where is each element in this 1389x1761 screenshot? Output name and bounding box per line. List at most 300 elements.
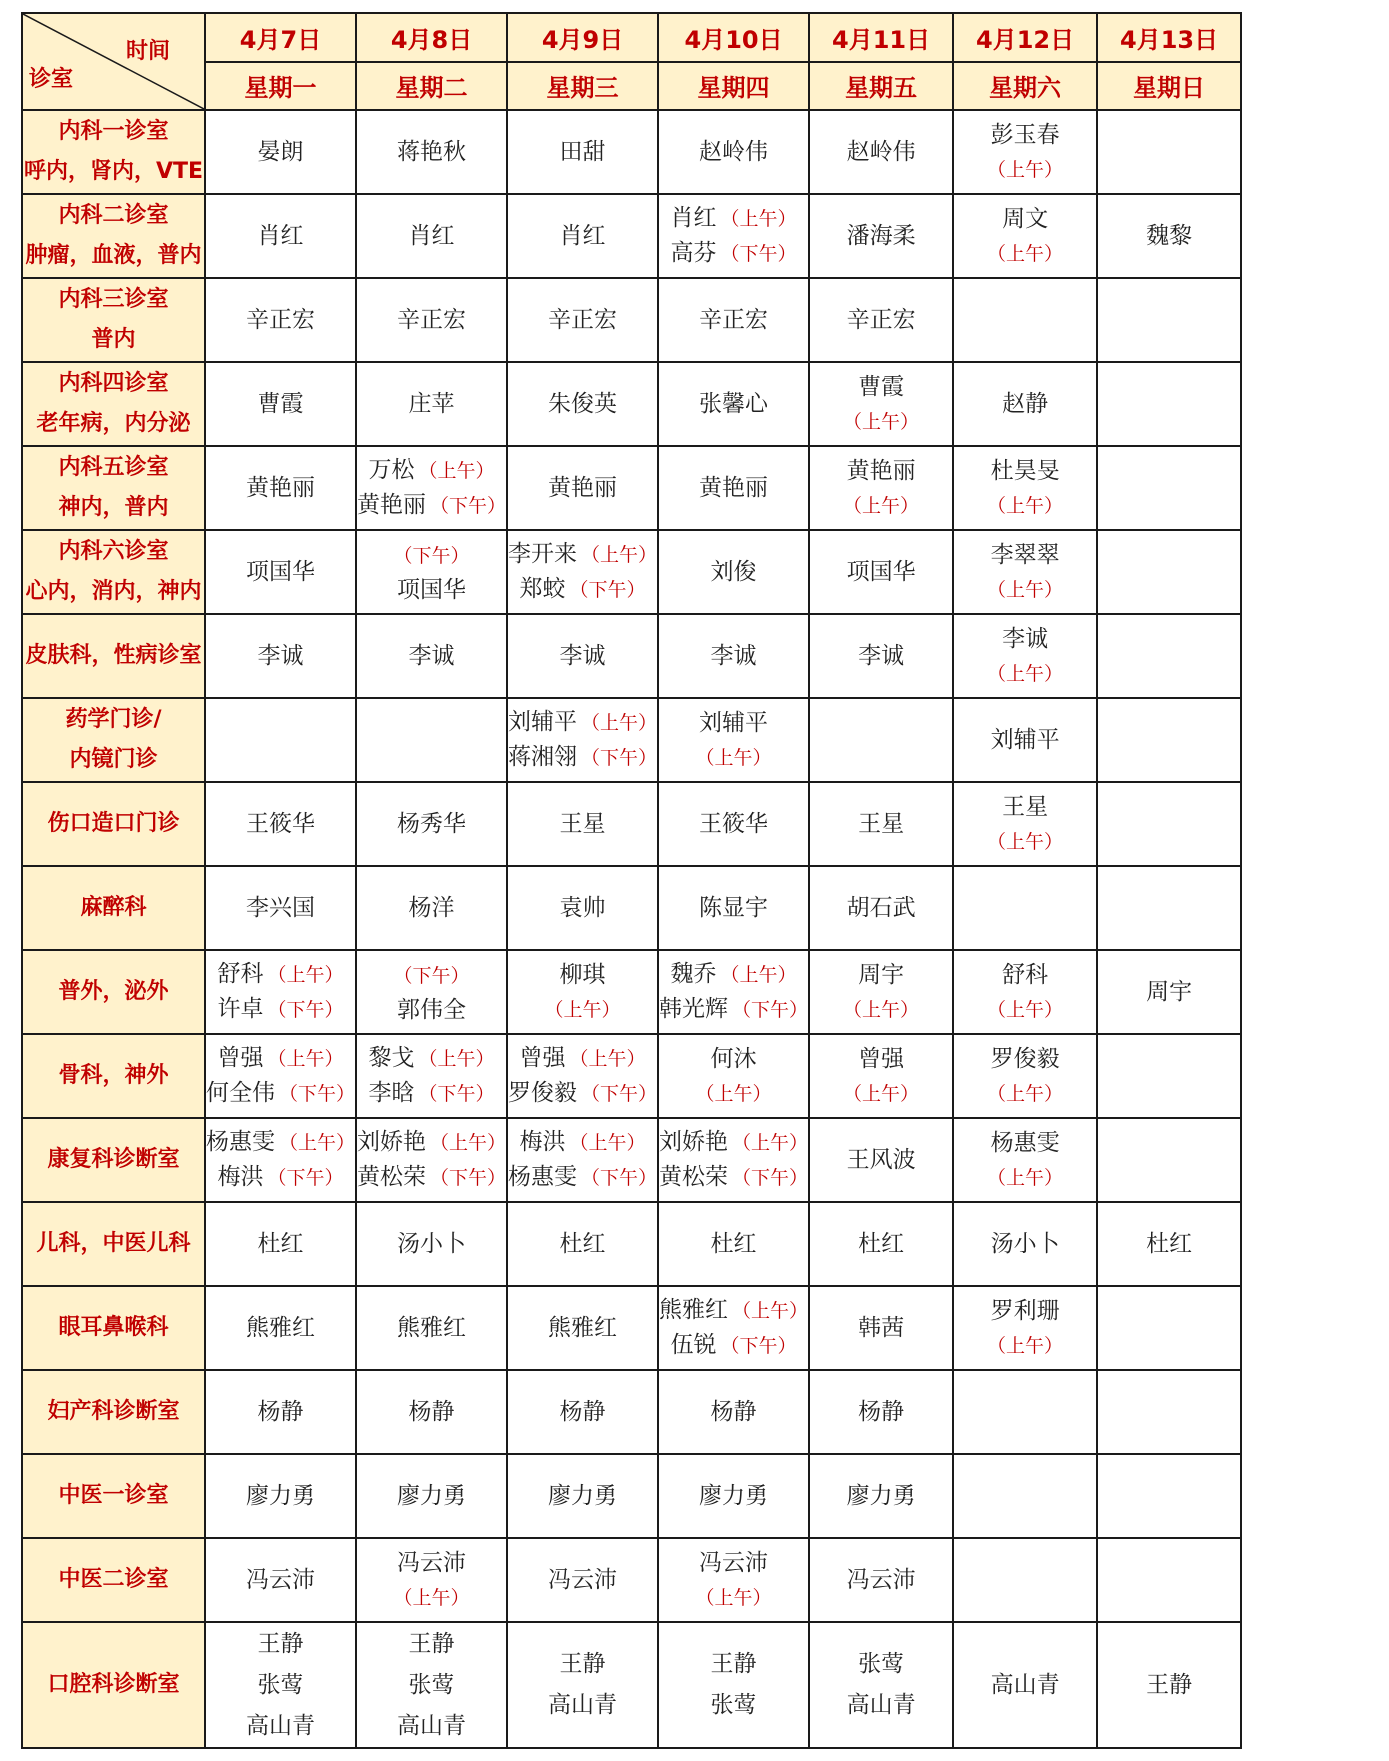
doctor-name: 张莺 [257, 1671, 304, 1698]
schedule-entry [206, 1308, 355, 1348]
schedule-cell [205, 1034, 356, 1118]
schedule-cell [507, 446, 658, 530]
schedule-cell [507, 614, 658, 698]
schedule-entry [659, 1076, 808, 1111]
doctor-name: 肖红 [559, 223, 606, 249]
schedule-entry [357, 453, 506, 488]
schedule-cell [356, 530, 507, 614]
weekday-header-cell: 星期二 [356, 62, 507, 111]
schedule-entry [954, 118, 1096, 152]
schedule-cell [658, 782, 809, 866]
weekday-header-cell: 星期四 [658, 62, 809, 111]
schedule-cell [658, 110, 809, 194]
schedule-cell [658, 1034, 809, 1118]
doctor-name: 郭伟全 [397, 996, 467, 1023]
schedule-cell [205, 194, 356, 278]
date-header-row [22, 13, 1241, 62]
schedule-cell [356, 278, 507, 362]
schedule-row [22, 866, 1241, 950]
schedule-cell [809, 1622, 953, 1748]
session-note: （上午） [732, 1132, 809, 1154]
session-note: （上午） [987, 578, 1064, 601]
session-note: （上午） [695, 746, 772, 769]
schedule-cell [658, 1622, 809, 1748]
schedule-row [22, 446, 1241, 530]
doctor-name: 周文 [1002, 205, 1049, 232]
schedule-cell [809, 866, 953, 950]
schedule-cell [809, 782, 953, 866]
room-name-cell [22, 110, 205, 194]
schedule-entry [508, 636, 657, 676]
room-name-cell [22, 1034, 205, 1118]
schedule-cell [658, 614, 809, 698]
schedule-entry [206, 1041, 355, 1076]
session-note: （上午） [581, 712, 658, 734]
session-note: （上午） [720, 964, 797, 986]
schedule-entry [508, 992, 657, 1027]
doctor-name: 魏黎 [1146, 223, 1193, 249]
schedule-cell [356, 1202, 507, 1286]
schedule-cell [205, 1202, 356, 1286]
schedule-cell [205, 1622, 356, 1748]
doctor-name: 李兴国 [246, 895, 315, 921]
corner-room-label: 诊室 [29, 67, 74, 92]
schedule-entry [954, 1665, 1096, 1705]
schedule-entry [954, 1224, 1096, 1264]
schedule-cell [356, 1034, 507, 1118]
schedule-entry [954, 790, 1096, 824]
schedule-entry [357, 1076, 506, 1111]
session-note: （上午） [987, 1166, 1064, 1189]
room-name-line: 中医二诊室 [58, 1567, 169, 1592]
doctor-name: 赵岭伟 [699, 139, 769, 165]
schedule-entry [357, 1125, 506, 1160]
schedule-entry [206, 552, 355, 592]
doctor-name: 刘娇艳 [659, 1129, 729, 1155]
doctor-name: 曹霞 [257, 391, 304, 417]
doctor-name: 伍锐 [670, 1332, 717, 1358]
schedule-cell [205, 698, 356, 782]
schedule-cell [809, 698, 953, 782]
schedule-entry [357, 1624, 506, 1665]
schedule-cell [809, 530, 953, 614]
doctor-name: 高山青 [246, 1712, 315, 1739]
date-header-cell: 4月7日 [205, 13, 356, 62]
schedule-entry [508, 468, 657, 508]
schedule-entry [357, 216, 506, 256]
doctor-name: 彭玉春 [990, 121, 1060, 148]
schedule-row [22, 1286, 1241, 1370]
schedule-entry [954, 1294, 1096, 1328]
room-name-line: 康复科诊断室 [47, 1147, 180, 1172]
schedule-entry [357, 1476, 506, 1516]
doctor-name: 李诚 [1002, 625, 1049, 652]
schedule-entry [954, 622, 1096, 656]
schedule-cell [507, 1034, 658, 1118]
session-note: （上午） [695, 1586, 772, 1609]
schedule-cell [953, 1454, 1097, 1538]
doctor-name: 韩茜 [858, 1315, 905, 1341]
schedule-row [22, 1622, 1241, 1748]
schedule-entry [659, 1392, 808, 1432]
session-note: （上午） [267, 964, 344, 986]
schedule-cell [809, 1202, 953, 1286]
schedule-cell [205, 614, 356, 698]
schedule-entry [357, 1580, 506, 1615]
doctor-name: 魏乔 [670, 961, 717, 987]
schedule-entry [810, 1644, 952, 1685]
schedule-entry [810, 132, 952, 172]
session-note: （上午） [569, 1048, 646, 1070]
schedule-entry [810, 370, 952, 404]
schedule-cell [658, 1454, 809, 1538]
schedule-row [22, 614, 1241, 698]
schedule-cell [1097, 1202, 1241, 1286]
room-name-cell [22, 1454, 205, 1538]
schedule-entry [810, 1076, 952, 1111]
schedule-cell [1097, 698, 1241, 782]
doctor-name: 辛正宏 [548, 307, 618, 333]
schedule-entry [508, 705, 657, 740]
schedule-entry [508, 216, 657, 256]
session-note: （下午） [393, 964, 470, 987]
room-name-cell [22, 1202, 205, 1286]
room-name-cell [22, 950, 205, 1034]
schedule-cell [507, 362, 658, 446]
session-note: （下午） [279, 1083, 356, 1105]
doctor-name: 庄苹 [408, 391, 455, 417]
doctor-name: 熊雅红 [548, 1315, 618, 1341]
doctor-name: 罗俊毅 [990, 1045, 1060, 1072]
doctor-name: 杨秀华 [397, 811, 467, 837]
doctor-name: 李开来 [508, 541, 578, 567]
doctor-name: 王筱华 [699, 811, 769, 837]
schedule-entry [357, 538, 506, 573]
doctor-name: 何沐 [710, 1045, 757, 1072]
room-name-cell [22, 530, 205, 614]
doctor-name: 李翠翠 [990, 541, 1060, 568]
doctor-name: 刘辅平 [508, 709, 578, 735]
schedule-entry [508, 740, 657, 775]
schedule-entry [954, 152, 1096, 187]
session-note: （上午） [843, 1082, 920, 1105]
session-note: （上午） [732, 1300, 809, 1322]
doctor-name: 李诚 [408, 643, 455, 669]
schedule-entry [659, 1476, 808, 1516]
schedule-cell [658, 194, 809, 278]
session-note: （上午） [544, 998, 621, 1021]
room-name-cell [22, 1622, 205, 1748]
doctor-name: 肖红 [257, 223, 304, 249]
session-note: （下午） [732, 1167, 809, 1189]
schedule-entry [357, 573, 506, 607]
room-name-cell [22, 1286, 205, 1370]
schedule-cell [507, 698, 658, 782]
schedule-row [22, 1034, 1241, 1118]
session-note: （上午） [987, 494, 1064, 517]
schedule-entry [659, 1160, 808, 1195]
date-header-cell: 4月10日 [658, 13, 809, 62]
weekday-header-cell: 星期日 [1097, 62, 1241, 111]
doctor-name: 蒋湘翎 [508, 744, 578, 770]
date-header-cell: 4月13日 [1097, 13, 1241, 62]
room-name-line: 老年病，内分泌 [36, 411, 191, 436]
room-name-line: 口腔科诊断室 [47, 1672, 180, 1697]
schedule-entry [659, 468, 808, 508]
schedule-cell [205, 1118, 356, 1202]
schedule-cell [205, 950, 356, 1034]
schedule-entry [810, 958, 952, 992]
schedule-cell [507, 1622, 658, 1748]
doctor-name: 罗俊毅 [508, 1080, 578, 1106]
doctor-name: 辛正宏 [846, 307, 916, 333]
room-name-cell [22, 1370, 205, 1454]
schedule-entry [954, 572, 1096, 607]
doctor-name: 高山青 [548, 1692, 618, 1718]
doctor-name: 舒科 [1002, 961, 1049, 988]
session-note: （下午） [581, 747, 658, 769]
schedule-entry [810, 992, 952, 1027]
session-note: （下午） [267, 999, 344, 1021]
schedule-entry [508, 1308, 657, 1348]
schedule-cell [205, 446, 356, 530]
doctor-name: 辛正宏 [397, 307, 467, 333]
doctor-name: 杨静 [408, 1399, 455, 1425]
schedule-entry [357, 300, 506, 340]
session-note: （下午） [720, 243, 797, 265]
clinic-schedule-table [21, 12, 1242, 1749]
session-note: （上午） [987, 242, 1064, 265]
session-note: （上午） [418, 460, 495, 482]
doctor-name: 冯云沛 [246, 1567, 315, 1593]
schedule-entry [357, 1160, 506, 1195]
doctor-name: 杨惠雯 [990, 1129, 1060, 1156]
schedule-entry [810, 300, 952, 340]
doctor-name: 项国华 [846, 559, 916, 585]
doctor-name: 辛正宏 [246, 307, 315, 333]
schedule-entry [206, 957, 355, 992]
session-note: （下午） [430, 1167, 507, 1189]
doctor-name: 黄艳丽 [699, 475, 769, 501]
schedule-cell [658, 698, 809, 782]
session-note: （上午） [987, 1082, 1064, 1105]
schedule-cell [1097, 362, 1241, 446]
schedule-cell [953, 446, 1097, 530]
doctor-name: 万松 [368, 457, 415, 483]
room-name-line: 呼内，肾内，VTE [23, 159, 204, 184]
room-name-line: 妇产科诊断室 [47, 1399, 180, 1424]
schedule-row [22, 1118, 1241, 1202]
session-note: （上午） [418, 1048, 495, 1070]
schedule-entry [810, 1224, 952, 1264]
schedule-cell [953, 1538, 1097, 1622]
schedule-cell [658, 1202, 809, 1286]
doctor-name: 刘娇艳 [357, 1129, 427, 1155]
doctor-name: 王筱华 [246, 811, 315, 837]
schedule-entry [508, 804, 657, 844]
schedule-cell [205, 1286, 356, 1370]
schedule-entry [954, 992, 1096, 1027]
doctor-name: 杜红 [559, 1231, 606, 1257]
schedule-cell [507, 1454, 658, 1538]
schedule-entry [810, 1392, 952, 1432]
schedule-entry [659, 552, 808, 592]
schedule-cell [1097, 110, 1241, 194]
schedule-entry [659, 1293, 808, 1328]
schedule-cell [953, 1286, 1097, 1370]
schedule-cell [507, 866, 658, 950]
doctor-name: 黄艳丽 [246, 475, 315, 501]
schedule-entry [206, 468, 355, 508]
date-header-cell: 4月11日 [809, 13, 953, 62]
session-note: （下午） [418, 1083, 495, 1105]
schedule-entry [508, 1224, 657, 1264]
weekday-header-cell: 星期五 [809, 62, 953, 111]
schedule-entry [206, 888, 355, 928]
schedule-row [22, 362, 1241, 446]
schedule-entry [357, 993, 506, 1027]
schedule-cell [356, 110, 507, 194]
schedule-entry [508, 572, 657, 607]
session-note: （下午） [430, 495, 507, 517]
schedule-entry [659, 1328, 808, 1363]
doctor-name: 冯云沛 [699, 1549, 769, 1576]
schedule-entry [206, 1560, 355, 1600]
doctor-name: 王风波 [846, 1147, 916, 1173]
schedule-entry [810, 454, 952, 488]
room-name-cell [22, 1118, 205, 1202]
doctor-name: 廖力勇 [846, 1483, 916, 1509]
schedule-cell [953, 1622, 1097, 1748]
schedule-cell [658, 1286, 809, 1370]
schedule-entry [357, 1041, 506, 1076]
schedule-cell [356, 1622, 507, 1748]
schedule-cell [507, 1538, 658, 1622]
doctor-name: 杜红 [710, 1231, 757, 1257]
schedule-cell [953, 614, 1097, 698]
schedule-entry [206, 1125, 355, 1160]
schedule-cell [507, 782, 658, 866]
doctor-name: 曾强 [858, 1045, 905, 1072]
schedule-entry [508, 1125, 657, 1160]
schedule-entry [206, 1076, 355, 1111]
schedule-cell [1097, 782, 1241, 866]
schedule-entry [357, 1392, 506, 1432]
schedule-entry [810, 1476, 952, 1516]
schedule-cell [809, 278, 953, 362]
doctor-name: 杨惠雯 [206, 1129, 275, 1155]
schedule-entry [954, 236, 1096, 271]
schedule-entry [659, 957, 808, 992]
doctor-name: 陈显宇 [699, 895, 769, 921]
doctor-name: 杜红 [257, 1231, 304, 1257]
room-name-line: 麻醉科 [80, 895, 147, 920]
schedule-entry [508, 1392, 657, 1432]
schedule-cell [658, 866, 809, 950]
doctor-name: 许卓 [217, 996, 264, 1022]
schedule-entry [810, 1560, 952, 1600]
schedule-cell [205, 1538, 356, 1622]
schedule-entry [206, 636, 355, 676]
schedule-entry [659, 804, 808, 844]
schedule-entry [954, 1160, 1096, 1195]
room-name-line: 心内，消内，神内 [25, 579, 202, 604]
schedule-cell [356, 614, 507, 698]
schedule-entry [508, 888, 657, 928]
session-note: （下午） [720, 1335, 797, 1357]
doctor-name: 舒科 [217, 961, 264, 987]
doctor-name: 项国华 [397, 576, 467, 603]
schedule-cell [953, 278, 1097, 362]
doctor-name: 廖力勇 [548, 1483, 618, 1509]
schedule-entry [357, 636, 506, 676]
schedule-entry [659, 888, 808, 928]
schedule-cell [507, 1286, 658, 1370]
doctor-name: 梅洪 [217, 1164, 264, 1190]
schedule-cell [507, 1370, 658, 1454]
schedule-entry [810, 804, 952, 844]
schedule-entry [659, 201, 808, 236]
schedule-cell [356, 866, 507, 950]
schedule-entry [206, 216, 355, 256]
doctor-name: 蒋艳秋 [397, 139, 467, 165]
schedule-entry [810, 1308, 952, 1348]
schedule-row [22, 278, 1241, 362]
schedule-entry [206, 1392, 355, 1432]
schedule-entry [508, 1560, 657, 1600]
schedule-cell [356, 194, 507, 278]
doctor-name: 曾强 [217, 1045, 264, 1071]
doctor-name: 王星 [559, 811, 606, 837]
schedule-cell [1097, 1538, 1241, 1622]
schedule-entry [659, 1685, 808, 1726]
doctor-name: 周宇 [1146, 979, 1193, 1005]
schedule-entry [810, 488, 952, 523]
schedule-entry [659, 740, 808, 775]
schedule-entry [1098, 972, 1240, 1012]
schedule-entry [659, 1125, 808, 1160]
schedule-entry [508, 1476, 657, 1516]
session-note: （上午） [987, 158, 1064, 181]
schedule-cell [953, 362, 1097, 446]
schedule-entry [357, 132, 506, 172]
schedule-cell [356, 446, 507, 530]
session-note: （上午） [569, 1132, 646, 1154]
session-note: （下午） [732, 999, 809, 1021]
weekday-header-cell: 星期六 [953, 62, 1097, 111]
schedule-row [22, 530, 1241, 614]
schedule-cell [205, 782, 356, 866]
schedule-row [22, 1454, 1241, 1538]
doctor-name: 刘俊 [710, 559, 757, 585]
session-note: （下午） [581, 1167, 658, 1189]
room-name-line: 伤口造口门诊 [47, 811, 180, 836]
date-header-cell: 4月9日 [507, 13, 658, 62]
room-name-line: 肿瘤，血液，普内 [25, 243, 202, 268]
schedule-cell [809, 194, 953, 278]
room-name-cell [22, 446, 205, 530]
doctor-name: 王星 [858, 811, 905, 837]
schedule-entry [1098, 1224, 1240, 1264]
doctor-name: 杜红 [1146, 1231, 1193, 1257]
schedule-entry [357, 804, 506, 844]
schedule-entry [206, 804, 355, 844]
schedule-entry [508, 1644, 657, 1685]
date-header-cell: 4月12日 [953, 13, 1097, 62]
session-note: （上午） [695, 1082, 772, 1105]
session-note: （上午） [720, 208, 797, 230]
session-note: （上午） [987, 830, 1064, 853]
